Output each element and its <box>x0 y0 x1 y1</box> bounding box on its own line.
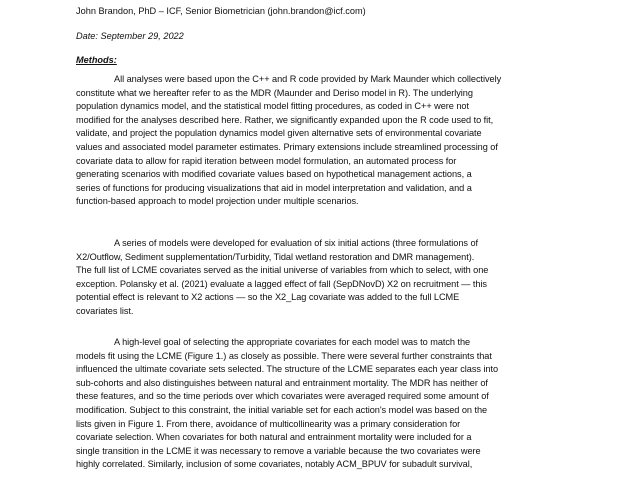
paragraph-line: potential effect is relevant to X2 actions — so the X2_Lag covariate was added to the full LCME <box>76 292 460 303</box>
paragraph-methods-1 <box>76 73 566 209</box>
paragraph-line: these features, and so the time periods over which covariates were averaged required some amount of <box>76 391 489 402</box>
paragraph-line: validate, and project the population dynamics model given alternative sets of environmental covariate <box>76 128 482 139</box>
paragraph-line: modified for the analyses described here. Rather, we significantly expanded upon the R code used to fit, <box>76 114 494 125</box>
paragraph-line: lists given in Figure 1. From there, avoidance of multicollinearity was a primary consideration for <box>76 418 461 429</box>
paragraph-line: X2/Outflow, Sediment supplementation/Turbidity, Tidal wetland restoration and DMR management). <box>76 251 475 262</box>
paragraph-line: covariates list. <box>76 305 134 316</box>
paragraph-line: sub-cohorts and also distinguishes between natural and entrainment mortality. The MDR has neither of <box>76 377 488 388</box>
paragraph-line: covariate data to allow for rapid iteration between model formulation, an automated process for <box>76 155 457 166</box>
paragraph-line: values and associated model parameter estimates. Primary extensions include streamlined processing of <box>76 141 498 152</box>
paragraph-line: exception. Polansky et al. (2021) evaluate a lagged effect of fall (SepDNovD) X2 on recruitment — this <box>76 278 487 289</box>
paragraph-line: A high-level goal of selecting the appropriate covariates for each model was to match the <box>114 337 471 347</box>
paragraph-line: highly correlated. Similarly, inclusion of some covariates, notably ACM_BPUV for subadult survival, <box>76 459 473 470</box>
paragraph-line: population dynamics model, and the statistical model fitting procedures, as coded in C++ were not <box>76 101 469 112</box>
paragraph-line: single transition in the LCME it was necessary to remove a variable because the two covariates were <box>76 445 481 456</box>
paragraph-line: constitute what we hereafter refer to as the MDR (Maunder and Deriso model in R). The underlying <box>76 87 473 98</box>
paragraph-line: models fit using the LCME (Figure 1.) as closely as possible. There were several further constraints that <box>76 350 492 361</box>
paragraph-line: function-based approach to model projection under multiple scenarios. <box>76 196 359 207</box>
paragraph-line: modification. Subject to this constraint, the initial variable set for each action's model was based on the <box>76 404 488 415</box>
section-heading: Methods: <box>76 55 117 65</box>
paragraph-line: covariate selection. When covariates for both natural and entrainment mortality were included for a <box>76 432 472 443</box>
paragraph-methods-3 <box>76 336 566 472</box>
paragraph-methods-2 <box>76 237 566 319</box>
paragraph-line: generating scenarios with modified covariate values based on hypothetical management actions, a <box>76 169 472 180</box>
paragraph-line: All analyses were based upon the C++ and R code provided by Mark Maunder which collectively <box>114 74 502 84</box>
paragraph-line: influenced the ultimate covariate sets selected. The structure of the LCME separates each year class into <box>76 364 499 375</box>
paragraph-line: The full list of LCME covariates served as the initial universe of variables from which to select, with one <box>76 265 489 276</box>
date-line: Date: September 29, 2022 <box>76 31 184 41</box>
author-line: John Brandon, PhD – ICF, Senior Biometrician (john.brandon@icf.com) <box>76 6 366 16</box>
paragraph-line: A series of models were developed for evaluation of six initial actions (three formulations of <box>114 238 479 248</box>
paragraph-line: series of functions for producing visualizations that aid in model interpretation and validation, and a <box>76 182 472 193</box>
